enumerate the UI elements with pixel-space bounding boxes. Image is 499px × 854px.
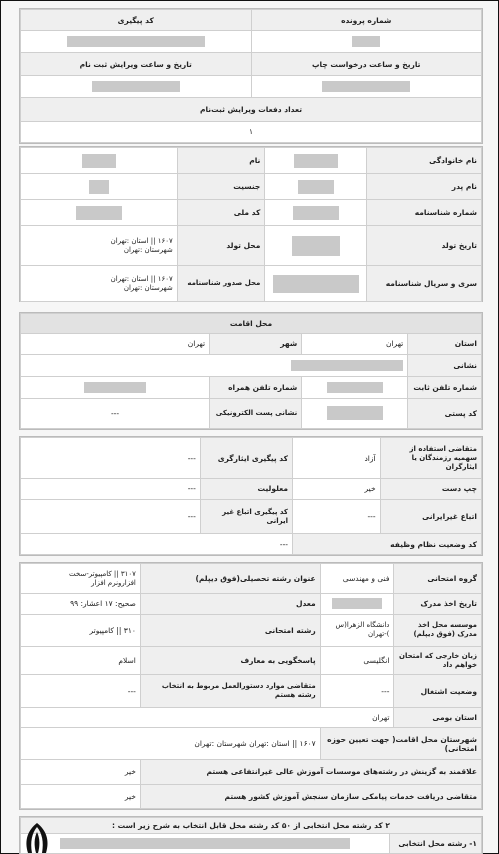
mobile-value bbox=[21, 376, 210, 398]
special-status-section bbox=[19, 436, 483, 556]
employment-label: وضعیت اشتغال bbox=[394, 675, 482, 707]
email-value: --- bbox=[21, 398, 210, 428]
selected-major-1-value bbox=[21, 834, 390, 854]
birth-place-label: محل تولد bbox=[177, 226, 265, 266]
gpa-label: معدل bbox=[140, 594, 320, 614]
personal-info-section bbox=[19, 146, 483, 302]
gender-label: جنسیت bbox=[177, 174, 265, 200]
institution-line-1: دانشگاه الزهرا(س bbox=[335, 621, 390, 630]
nonprofit-label: علاقمند به گزینش در رشته‌های موسسات آموزش عالی غیرانتفاعی هستم bbox=[140, 760, 481, 784]
exam-group-value: فنی و مهندسی bbox=[320, 564, 394, 594]
major-title-line-1: ۳۱۰۷ || کامپیوتر-سخت bbox=[69, 569, 136, 578]
gender-value bbox=[21, 174, 178, 200]
sms-value: خیر bbox=[21, 784, 141, 808]
city-label: شهر bbox=[210, 333, 302, 355]
selected-majors-section bbox=[19, 816, 483, 854]
edit-datetime-value bbox=[21, 76, 252, 97]
residence-title: محل اقامت bbox=[21, 314, 482, 334]
exam-major-label: رشته امتحانی bbox=[140, 614, 320, 646]
institution-line-2: )-تهران bbox=[368, 630, 390, 639]
major-title-label: عنوان رشته تحصیلی(فوق دیپلم) bbox=[140, 564, 320, 594]
print-datetime-label: تاریخ و ساعت درخواست چاپ bbox=[251, 52, 482, 76]
residence-city-value: ۱۶۰۷ || استان :تهران شهرستان :تهران bbox=[21, 727, 321, 759]
birth-place-line-2: شهرستان :تهران bbox=[123, 245, 173, 254]
mobile-label: شماره تلفن همراه bbox=[210, 376, 302, 398]
tracking-code-label: کد پیگیری bbox=[21, 10, 252, 31]
issue-place-label: محل صدور شناسنامه bbox=[177, 266, 265, 302]
education-section bbox=[19, 562, 483, 810]
instructions-label: متقاضی موارد دستورالعمل مربوط به انتخاب رشته هستم bbox=[140, 675, 320, 707]
city-value: تهران bbox=[21, 333, 210, 355]
veteran-code-label: کد پیگیری ایثارگری bbox=[200, 438, 292, 479]
degree-date-label: تاریخ اخذ مدرک bbox=[394, 594, 482, 614]
postal-code-value bbox=[302, 398, 408, 428]
postal-code-label: کد پستی bbox=[408, 398, 482, 428]
instructions-value: --- bbox=[21, 675, 141, 707]
disability-label: معلولیت bbox=[200, 479, 292, 500]
province-label: استان bbox=[408, 333, 482, 355]
file-number-label: شماره پرونده bbox=[251, 10, 482, 31]
last-name-value bbox=[265, 148, 366, 174]
serial-label: سری و سریال شناسنامه bbox=[366, 266, 481, 302]
military-code-value: --- bbox=[21, 534, 293, 555]
institution-value bbox=[320, 614, 394, 646]
issue-place-line-2: شهرستان :تهران bbox=[123, 283, 173, 292]
disability-value: --- bbox=[21, 479, 201, 500]
father-name-value bbox=[265, 174, 366, 200]
residence-city-label: شهرستان محل اقامت( جهت تعیین حوزه امتحانی) bbox=[320, 727, 481, 759]
national-code-value bbox=[21, 200, 178, 226]
residence-section bbox=[19, 312, 483, 430]
last-name-label: نام خانوادگی bbox=[366, 148, 481, 174]
province-value: تهران bbox=[302, 333, 408, 355]
nonprofit-value: خیر bbox=[21, 760, 141, 784]
national-code-label: کد ملی bbox=[177, 200, 265, 226]
email-label: نشانی پست الکترونیکی bbox=[210, 398, 302, 428]
language-value: انگلیسی bbox=[320, 646, 394, 674]
veteran-code-value: --- bbox=[21, 438, 201, 479]
religion-label: پاسخگویی به معارف bbox=[140, 646, 320, 674]
degree-date-value bbox=[320, 594, 394, 614]
non-iranian-label: اتباع غیرایرانی bbox=[380, 499, 481, 534]
veteran-quota-value: آزاد bbox=[293, 438, 381, 479]
organization-logo-icon bbox=[22, 822, 52, 854]
serial-value bbox=[265, 266, 366, 302]
left-handed-value: خیر bbox=[293, 479, 381, 500]
file-number-value bbox=[251, 31, 482, 52]
exam-major-value: ۳۱۰ || کامپیوتر bbox=[21, 614, 141, 646]
file-info-section bbox=[19, 8, 483, 144]
veteran-quota-label: متقاضی استفاده از سهمیه رزمندگان یا ایثارگران bbox=[380, 438, 481, 479]
non-iranian-code-label: کد پیگیری اتباع غیر ایرانی bbox=[200, 499, 292, 534]
tracking-code-value bbox=[21, 31, 252, 52]
edit-count-value: ۱ bbox=[21, 121, 482, 143]
exam-group-label: گروه امتحانی bbox=[394, 564, 482, 594]
religion-value: اسلام bbox=[21, 646, 141, 674]
edit-count-label: تعداد دفعات ویرایش ثبت‌نام bbox=[21, 97, 482, 121]
father-name-label: نام پدر bbox=[366, 174, 481, 200]
language-label: زبان خارجی که امتحان خواهم داد bbox=[394, 646, 482, 674]
sms-label: متقاضی دریافت خدمات پیامکی سازمان سنجش آموزش کشور هستم bbox=[140, 784, 481, 808]
print-datetime-value bbox=[251, 76, 482, 97]
birth-place-value bbox=[21, 226, 178, 266]
selected-major-1-label: ۱- رشته محل انتخابی bbox=[389, 834, 481, 854]
address-label: نشانی bbox=[408, 355, 482, 377]
left-handed-label: چپ دست bbox=[380, 479, 481, 500]
landline-label: شماره تلفن ثابت bbox=[408, 376, 482, 398]
selected-majors-title: ۲ کد رشته محل انتخابی از ۵۰ کد رشته محل قابل انتخاب به شرح زیر است : bbox=[21, 818, 482, 834]
edit-datetime-label: تاریخ و ساعت ویرایش ثبت نام bbox=[21, 52, 252, 76]
native-province-label: استان بومی bbox=[394, 707, 482, 727]
landline-value bbox=[302, 376, 408, 398]
non-iranian-code-value: --- bbox=[21, 499, 201, 534]
birth-place-line-1: ۱۶۰۷ || استان :تهران bbox=[110, 236, 173, 245]
birth-date-label: تاریخ تولد bbox=[366, 226, 481, 266]
id-number-label: شماره شناسنامه bbox=[366, 200, 481, 226]
institution-label: موسسه محل اخذ مدرک (فوق دیپلم) bbox=[394, 614, 482, 646]
first-name-label: نام bbox=[177, 148, 265, 174]
employment-value: --- bbox=[320, 675, 394, 707]
native-province-value: تهران bbox=[21, 707, 394, 727]
birth-date-value bbox=[265, 226, 366, 266]
gpa-value: صحیح: ۱۷ اعشار: ۹۹ bbox=[21, 594, 141, 614]
military-code-label: کد وضعیت نظام وظیفه bbox=[293, 534, 482, 555]
id-number-value bbox=[265, 200, 366, 226]
first-name-value bbox=[21, 148, 178, 174]
non-iranian-value: --- bbox=[293, 499, 381, 534]
major-title-line-2: افزارونرم افزار bbox=[91, 578, 136, 587]
address-value bbox=[21, 355, 408, 377]
major-title-value bbox=[21, 564, 141, 594]
issue-place-line-1: ۱۶۰۷ || استان :تهران bbox=[110, 274, 173, 283]
issue-place-value bbox=[21, 266, 178, 302]
